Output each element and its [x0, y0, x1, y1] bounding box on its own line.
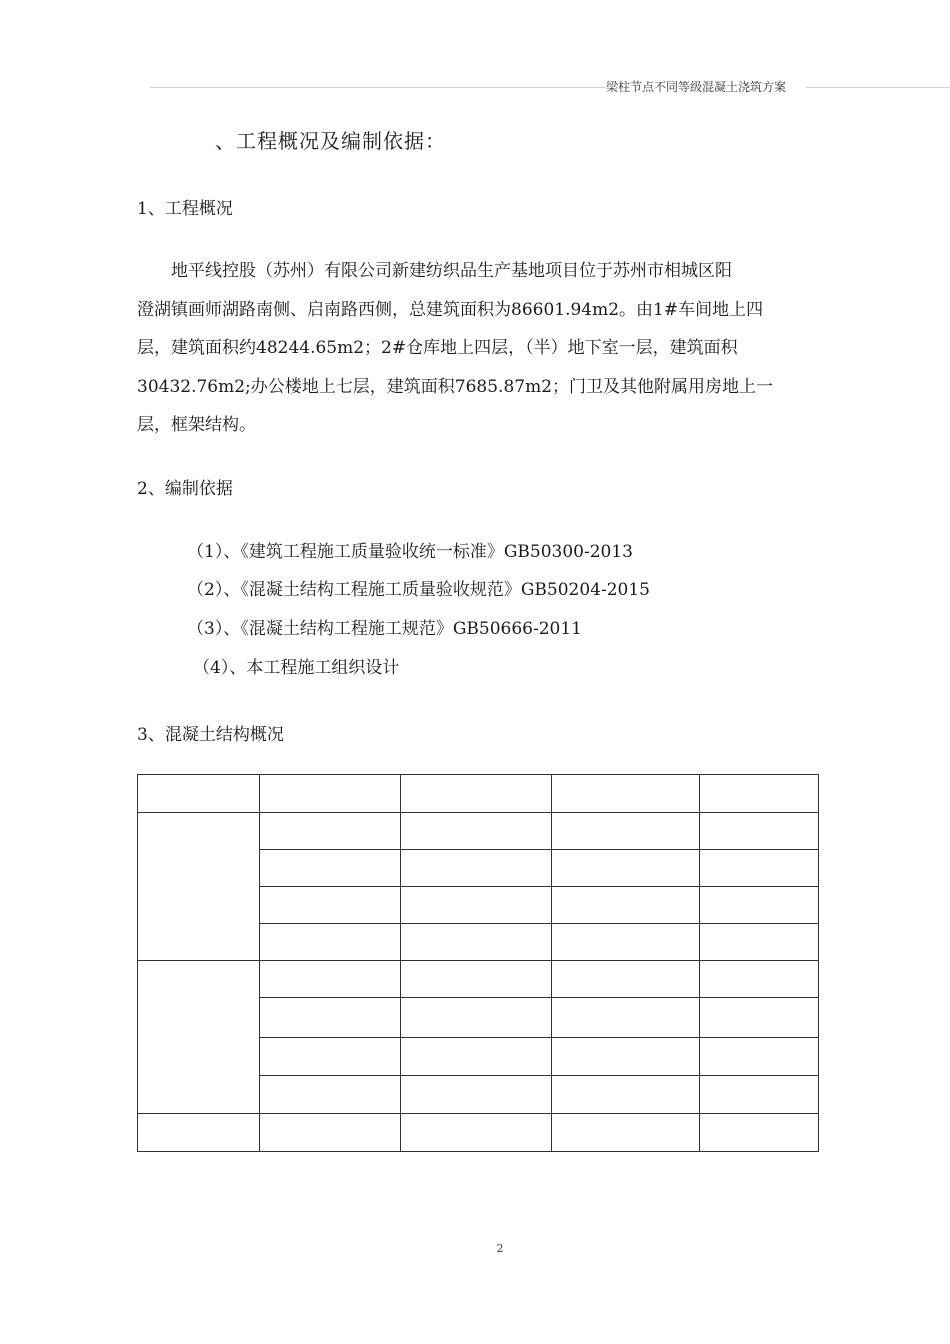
paragraph-line: 层，框架结构。: [137, 415, 256, 435]
table-cell: [138, 775, 260, 813]
table-cell: [260, 998, 401, 1038]
table-cell: [552, 998, 700, 1038]
table-cell: [552, 961, 700, 998]
table-cell: [260, 775, 401, 813]
table-cell: [552, 1038, 700, 1076]
table-cell: [260, 924, 401, 961]
table-cell: [260, 1038, 401, 1076]
table-cell: [138, 1114, 260, 1152]
table-cell: [552, 887, 700, 924]
table-cell: [260, 813, 401, 850]
table-row: [138, 775, 819, 813]
section-title: 、工程概况及编制依据：: [215, 129, 446, 153]
table-cell: [138, 961, 260, 1114]
table-cell: [401, 998, 552, 1038]
heading-project-overview: 1、工程概况: [137, 199, 233, 219]
table-cell: [700, 850, 819, 887]
table-cell: [552, 775, 700, 813]
project-overview-paragraph: [137, 252, 817, 445]
heading-concrete-structure: 3、混凝土结构概况: [137, 725, 284, 745]
paragraph-line: 层，建筑面积约48244.65m2；2#仓库地上四层，（半）地下室一层，建筑面积: [137, 338, 738, 358]
table-row: [138, 813, 819, 850]
table-cell: [552, 924, 700, 961]
table-cell: [260, 1076, 401, 1114]
table-cell: [401, 887, 552, 924]
table-cell: [552, 1076, 700, 1114]
table-cell: [700, 1038, 819, 1076]
table-cell: [260, 850, 401, 887]
reference-item: （3）、《混凝土结构工程施工规范》GB50666-2011: [187, 619, 582, 639]
page-number: 2: [496, 1242, 504, 1255]
table-cell: [260, 1114, 401, 1152]
table-cell: [700, 998, 819, 1038]
reference-item: （4）、本工程施工组织设计: [193, 658, 400, 678]
table-cell: [138, 813, 260, 961]
table-row: [138, 961, 819, 998]
table-cell: [700, 1114, 819, 1152]
running-header: 梁柱节点不同等级混凝土浇筑方案: [606, 80, 806, 95]
table-cell: [401, 813, 552, 850]
table-cell: [700, 961, 819, 998]
table-cell: [401, 775, 552, 813]
table-cell: [401, 1038, 552, 1076]
table-cell: [260, 887, 401, 924]
table-cell: [401, 924, 552, 961]
table-cell: [260, 961, 401, 998]
paragraph-line: 澄湖镇画师湖路南侧、启南路西侧，总建筑面积为86601.94m2。由1#车间地上四: [137, 299, 764, 320]
table-cell: [552, 813, 700, 850]
table-cell: [700, 775, 819, 813]
table-cell: [552, 1114, 700, 1152]
table-cell: [401, 1076, 552, 1114]
table-cell: [700, 924, 819, 961]
concrete-structure-table: [137, 774, 819, 1152]
table-cell: [700, 813, 819, 850]
reference-item: （1）、《建筑工程施工质量验收统一标准》GB50300-2013: [187, 542, 633, 562]
table-cell: [401, 850, 552, 887]
header-rule: [150, 87, 950, 88]
table-row: [138, 1114, 819, 1152]
reference-item: （2）、《混凝土结构工程施工质量验收规范》GB50204-2015: [187, 580, 650, 600]
paragraph-line: 30432.76m2;办公楼地上七层，建筑面积7685.87m2；门卫及其他附属用房地上一: [137, 376, 774, 397]
table-cell: [401, 1114, 552, 1152]
heading-basis: 2、编制依据: [137, 479, 233, 499]
table-cell: [552, 850, 700, 887]
table-cell: [700, 1076, 819, 1114]
paragraph-line: 地平线控股（苏州）有限公司新建纺织品生产基地项目位于苏州市相城区阳: [171, 261, 732, 281]
table-cell: [401, 961, 552, 998]
table-cell: [700, 887, 819, 924]
